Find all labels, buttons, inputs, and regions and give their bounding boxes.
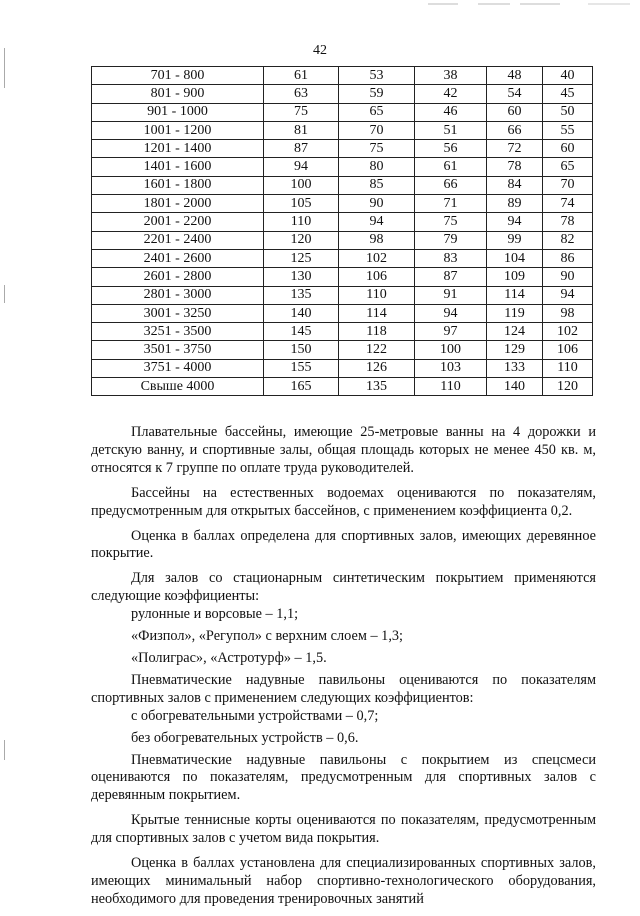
score-cell: 120	[264, 231, 339, 249]
score-cell: 81	[264, 121, 339, 139]
score-cell: 135	[264, 286, 339, 304]
score-cell: 59	[339, 85, 415, 103]
score-cell: 100	[415, 341, 487, 359]
paragraph-synthetic-floor: Для залов со стационарным синтетическим покрытием применяются следующие коэффициенты:	[91, 570, 596, 605]
area-range-cell: 1201 - 1400	[92, 140, 264, 158]
score-cell: 65	[339, 103, 415, 121]
score-cell: 66	[415, 176, 487, 194]
score-cell: 70	[543, 176, 593, 194]
table-row	[92, 341, 593, 359]
score-cell: 106	[543, 341, 593, 359]
score-cell: 133	[487, 359, 543, 377]
paragraph-tennis-courts: Крытые теннисные корты оцениваются по показателям, предусмотренным для спортивных залов с учетом вида покрытия.	[91, 812, 596, 847]
paragraph-pools-group: Плавательные бассейны, имеющие 25-метровые ванны на 4 дорожки и детскую ванну, и спортивные залы, общая площадь которых не менее 450 кв. м, относятся к 7 группе по оплате труда руководителей.	[91, 424, 596, 476]
scan-edge-mark	[4, 285, 5, 303]
score-cell: 78	[543, 213, 593, 231]
list-item-coefficient: рулонные и ворсовые – 1,1;	[131, 606, 299, 623]
score-cell: 84	[487, 176, 543, 194]
area-range-cell: 1601 - 1800	[92, 176, 264, 194]
paragraph-natural-pools: Бассейны на естественных водоемах оцениваются по показателям, предусмотренным для открытых бассейнов, с применением коэффициента 0,2.	[91, 484, 596, 519]
score-cell: 90	[543, 268, 593, 286]
score-cell: 125	[264, 249, 339, 267]
area-range-cell: 3751 - 4000	[92, 359, 264, 377]
score-cell: 94	[264, 158, 339, 176]
scan-edge-mark	[4, 740, 5, 760]
score-cell: 102	[339, 249, 415, 267]
area-range-cell: 801 - 900	[92, 85, 264, 103]
score-cell: 165	[264, 378, 339, 396]
area-range-cell: 2801 - 3000	[92, 286, 264, 304]
table-row	[92, 304, 593, 322]
score-cell: 55	[543, 121, 593, 139]
score-cell: 89	[487, 195, 543, 213]
table-row	[92, 359, 593, 377]
score-cell: 75	[264, 103, 339, 121]
score-cell: 91	[415, 286, 487, 304]
score-cell: 40	[543, 67, 593, 85]
score-cell: 99	[487, 231, 543, 249]
table-row	[92, 85, 593, 103]
score-cell: 51	[415, 121, 487, 139]
score-cell: 124	[487, 323, 543, 341]
score-cell: 102	[543, 323, 593, 341]
area-range-cell: Свыше 4000	[92, 378, 264, 396]
score-cell: 82	[543, 231, 593, 249]
area-range-cell: 3001 - 3250	[92, 304, 264, 322]
score-cell: 54	[487, 85, 543, 103]
area-range-cell: 2001 - 2200	[92, 213, 264, 231]
score-table-body	[92, 67, 593, 396]
area-range-cell: 2201 - 2400	[92, 231, 264, 249]
score-cell: 140	[264, 304, 339, 322]
table-row	[92, 231, 593, 249]
score-cell: 83	[415, 249, 487, 267]
score-cell: 97	[415, 323, 487, 341]
paragraph-inflatable-pavilions: Пневматические надувные павильоны оцениваются по показателям спортивных залов с применением следующих коэффициентов:	[91, 671, 596, 706]
area-range-cell: 1801 - 2000	[92, 195, 264, 213]
table-row	[92, 286, 593, 304]
score-cell: 50	[543, 103, 593, 121]
score-cell: 78	[487, 158, 543, 176]
score-cell: 119	[487, 304, 543, 322]
area-range-cell: 901 - 1000	[92, 103, 264, 121]
score-cell: 100	[264, 176, 339, 194]
score-cell: 130	[264, 268, 339, 286]
score-cell: 70	[339, 121, 415, 139]
score-cell: 75	[415, 213, 487, 231]
score-cell: 94	[487, 213, 543, 231]
paragraph-wooden-floor: Оценка в баллах определена для спортивных залов, имеющих деревянное покрытие.	[91, 527, 596, 562]
list-item-coefficient: «Физпол», «Регупол» с верхним слоем – 1,3;	[131, 628, 404, 645]
score-cell: 94	[339, 213, 415, 231]
score-cell: 114	[487, 286, 543, 304]
score-cell: 66	[487, 121, 543, 139]
score-cell: 110	[264, 213, 339, 231]
score-cell: 140	[487, 378, 543, 396]
score-cell: 104	[487, 249, 543, 267]
score-cell: 90	[339, 195, 415, 213]
score-cell: 60	[487, 103, 543, 121]
table-row	[92, 213, 593, 231]
area-range-cell: 2601 - 2800	[92, 268, 264, 286]
table-row	[92, 121, 593, 139]
score-cell: 42	[415, 85, 487, 103]
score-cell: 85	[339, 176, 415, 194]
score-cell: 122	[339, 341, 415, 359]
scan-marks	[420, 0, 640, 12]
score-cell: 71	[415, 195, 487, 213]
score-cell: 61	[415, 158, 487, 176]
table-row	[92, 249, 593, 267]
score-cell: 114	[339, 304, 415, 322]
body-text	[91, 424, 596, 916]
score-table	[91, 66, 593, 396]
score-cell: 87	[415, 268, 487, 286]
table-row	[92, 378, 593, 396]
table-row	[92, 103, 593, 121]
score-cell: 74	[543, 195, 593, 213]
area-range-cell: 2401 - 2600	[92, 249, 264, 267]
table-row	[92, 268, 593, 286]
score-cell: 48	[487, 67, 543, 85]
page-number: 42	[313, 43, 327, 58]
list-item-coefficient: с обогревательными устройствами – 0,7;	[131, 707, 379, 724]
paragraph-special-mix-pavilions: Пневматические надувные павильоны с покрытием из спецсмеси оцениваются по показателям, предусмотренным для спортивных залов с деревянным покрытием.	[91, 751, 596, 804]
score-cell: 145	[264, 323, 339, 341]
score-cell: 61	[264, 67, 339, 85]
score-cell: 46	[415, 103, 487, 121]
paragraph-specialized-halls: Оценка в баллах установлена для специализированных спортивных залов, имеющих минимальный набор спортивно-технологического оборудования, необходимого для проведения тренировочных занятий	[91, 855, 596, 907]
table-row	[92, 140, 593, 158]
area-range-cell: 3251 - 3500	[92, 323, 264, 341]
score-cell: 72	[487, 140, 543, 158]
area-range-cell: 1401 - 1600	[92, 158, 264, 176]
score-cell: 94	[415, 304, 487, 322]
table-row	[92, 176, 593, 194]
score-cell: 109	[487, 268, 543, 286]
score-cell: 94	[543, 286, 593, 304]
score-cell: 86	[543, 249, 593, 267]
score-cell: 53	[339, 67, 415, 85]
area-range-cell: 701 - 800	[92, 67, 264, 85]
score-cell: 118	[339, 323, 415, 341]
score-cell: 65	[543, 158, 593, 176]
score-cell: 105	[264, 195, 339, 213]
area-range-cell: 1001 - 1200	[92, 121, 264, 139]
score-cell: 98	[339, 231, 415, 249]
score-cell: 106	[339, 268, 415, 286]
score-cell: 79	[415, 231, 487, 249]
score-cell: 60	[543, 140, 593, 158]
score-cell: 155	[264, 359, 339, 377]
area-range-cell: 3501 - 3750	[92, 341, 264, 359]
score-cell: 87	[264, 140, 339, 158]
score-cell: 56	[415, 140, 487, 158]
score-cell: 110	[543, 359, 593, 377]
score-cell: 150	[264, 341, 339, 359]
score-cell: 120	[543, 378, 593, 396]
score-cell: 129	[487, 341, 543, 359]
table-row	[92, 195, 593, 213]
score-cell: 98	[543, 304, 593, 322]
score-cell: 38	[415, 67, 487, 85]
score-cell: 135	[339, 378, 415, 396]
score-cell: 103	[415, 359, 487, 377]
score-cell: 80	[339, 158, 415, 176]
table-row	[92, 158, 593, 176]
score-cell: 45	[543, 85, 593, 103]
table-row	[92, 67, 593, 85]
list-item-coefficient: «Полиграс», «Астротурф» – 1,5.	[131, 649, 327, 666]
score-cell: 126	[339, 359, 415, 377]
list-item-coefficient: без обогревательных устройств – 0,6.	[131, 729, 359, 746]
score-cell: 63	[264, 85, 339, 103]
table-row	[92, 323, 593, 341]
score-cell: 110	[339, 286, 415, 304]
score-cell: 110	[415, 378, 487, 396]
score-cell: 75	[339, 140, 415, 158]
